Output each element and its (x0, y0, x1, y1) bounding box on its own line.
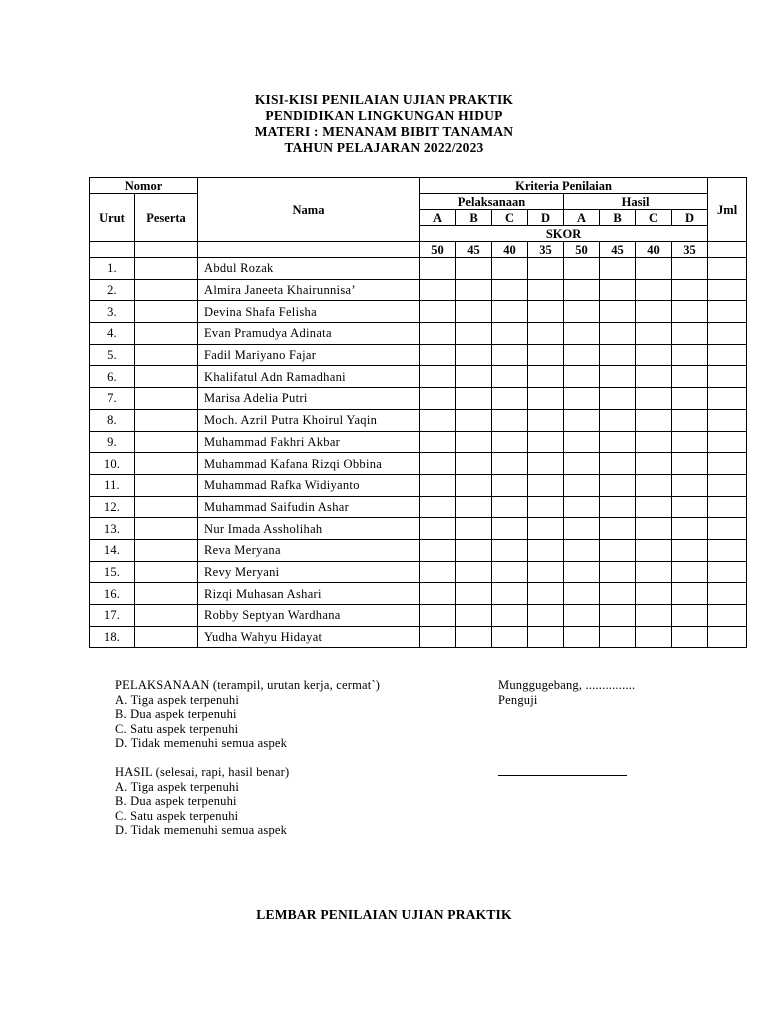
score-header: 45 (600, 242, 636, 258)
score-cell (492, 366, 528, 388)
score-cell (672, 388, 708, 410)
score-cell (456, 344, 492, 366)
score-cell (564, 279, 600, 301)
score-cell (528, 496, 564, 518)
next-page-title: LEMBAR PENILAIAN UJIAN PRAKTIK (256, 907, 512, 922)
legend-item: D. Tidak memenuhi semua aspek (115, 823, 288, 838)
score-cell (456, 583, 492, 605)
total-cell (708, 453, 747, 475)
total-cell (708, 539, 747, 561)
legend-item: B. Dua aspek terpenuhi (115, 707, 237, 722)
student-name: Reva Meryana (198, 539, 420, 561)
score-cell (528, 474, 564, 496)
legend-item: A. Tiga aspek terpenuhi (115, 692, 240, 707)
score-cell (636, 561, 672, 583)
score-cell (420, 344, 456, 366)
student-name: Rizqi Muhasan Ashari (198, 583, 420, 605)
row-number: 13. (90, 518, 135, 540)
score-cell (528, 279, 564, 301)
score-header: 40 (492, 242, 528, 258)
score-cell (492, 344, 528, 366)
hasil-legend-title: HASIL (selesai, rapi, hasil benar) (115, 764, 290, 779)
school-year-title: TAHUN PELAJARAN 2022/2023 (284, 140, 484, 155)
score-cell (564, 301, 600, 323)
row-number: 16. (90, 583, 135, 605)
score-cell (528, 431, 564, 453)
score-cell (492, 518, 528, 540)
score-cell (636, 301, 672, 323)
score-cell (528, 583, 564, 605)
grade-header: D (672, 210, 708, 226)
student-name: Muhammad Saifudin Ashar (198, 496, 420, 518)
row-number: 8. (90, 409, 135, 431)
score-cell (600, 583, 636, 605)
score-cell (672, 453, 708, 475)
peserta-cell (135, 388, 198, 410)
score-cell (672, 474, 708, 496)
table-row (90, 323, 747, 345)
score-cell (528, 258, 564, 280)
examiner-role: Penguji (498, 692, 538, 707)
score-cell (636, 323, 672, 345)
score-cell (672, 626, 708, 648)
table-row (90, 279, 747, 301)
score-cell (564, 626, 600, 648)
peserta-cell (135, 431, 198, 453)
score-cell (456, 388, 492, 410)
score-cell (492, 258, 528, 280)
score-cell (420, 453, 456, 475)
score-cell (600, 605, 636, 627)
score-cell (420, 431, 456, 453)
score-cell (492, 453, 528, 475)
score-cell (456, 258, 492, 280)
score-cell (420, 258, 456, 280)
table-row (90, 496, 747, 518)
peserta-cell (135, 258, 198, 280)
score-cell (636, 344, 672, 366)
student-name: Marisa Adelia Putri (198, 388, 420, 410)
score-cell (420, 539, 456, 561)
header-skor: SKOR (420, 226, 708, 242)
total-cell (708, 323, 747, 345)
student-name: Nur Imada Assholihah (198, 518, 420, 540)
total-cell (708, 474, 747, 496)
student-name: Fadil Mariyano Fajar (198, 344, 420, 366)
score-cell (600, 323, 636, 345)
score-cell (564, 258, 600, 280)
score-cell (492, 431, 528, 453)
row-number: 3. (90, 301, 135, 323)
score-header: 35 (528, 242, 564, 258)
header-peserta: Peserta (135, 194, 198, 242)
table-row (90, 626, 747, 648)
score-cell (420, 561, 456, 583)
score-cell (564, 539, 600, 561)
row-number: 12. (90, 496, 135, 518)
total-cell (708, 409, 747, 431)
peserta-cell (135, 496, 198, 518)
table-row (90, 344, 747, 366)
peserta-cell (135, 279, 198, 301)
score-cell (456, 539, 492, 561)
score-cell (564, 561, 600, 583)
header-nama: Nama (198, 178, 420, 242)
total-cell (708, 431, 747, 453)
total-cell (708, 626, 747, 648)
score-cell (672, 431, 708, 453)
total-cell (708, 561, 747, 583)
peserta-cell (135, 561, 198, 583)
table-row (90, 431, 747, 453)
peserta-cell (135, 301, 198, 323)
score-cell (600, 431, 636, 453)
score-cell (672, 258, 708, 280)
score-cell (456, 279, 492, 301)
score-cell (528, 453, 564, 475)
row-number: 4. (90, 323, 135, 345)
score-cell (420, 388, 456, 410)
grade-header: D (528, 210, 564, 226)
score-cell (528, 539, 564, 561)
score-cell (564, 409, 600, 431)
student-name: Almira Janeeta Khairunnisa’ (198, 279, 420, 301)
student-rows (90, 258, 747, 648)
table-row (90, 388, 747, 410)
score-cell (420, 474, 456, 496)
score-cell (492, 279, 528, 301)
header-pelaksanaan: Pelaksanaan (420, 194, 564, 210)
score-cell (420, 605, 456, 627)
score-cell (492, 474, 528, 496)
header-jml: Jml (708, 178, 747, 242)
grade-header: B (456, 210, 492, 226)
score-cell (456, 561, 492, 583)
score-cell (600, 344, 636, 366)
score-cell (564, 605, 600, 627)
peserta-cell (135, 409, 198, 431)
score-cell (600, 366, 636, 388)
score-cell (528, 323, 564, 345)
score-cell (492, 323, 528, 345)
student-name: Khalifatul Adn Ramadhani (198, 366, 420, 388)
score-cell (636, 605, 672, 627)
score-cell (456, 431, 492, 453)
score-cell (456, 301, 492, 323)
row-number: 5. (90, 344, 135, 366)
score-header: 50 (420, 242, 456, 258)
score-cell (564, 344, 600, 366)
score-cell (564, 583, 600, 605)
legend-item: C. Satu aspek terpenuhi (115, 808, 239, 823)
score-cell (600, 388, 636, 410)
score-cell (492, 605, 528, 627)
score-cell (636, 279, 672, 301)
pelaksanaan-legend-title: PELAKSANAAN (terampil, urutan kerja, cermat`) (115, 678, 381, 692)
row-number: 2. (90, 279, 135, 301)
score-cell (564, 518, 600, 540)
score-cell (420, 518, 456, 540)
score-cell (636, 518, 672, 540)
score-cell (636, 388, 672, 410)
score-header: 45 (456, 242, 492, 258)
score-cell (456, 366, 492, 388)
score-cell (600, 453, 636, 475)
score-cell (636, 366, 672, 388)
score-cell (564, 496, 600, 518)
table-row (90, 561, 747, 583)
scoring-legend (115, 678, 380, 838)
grade-header: C (492, 210, 528, 226)
score-cell (564, 453, 600, 475)
score-cell (672, 279, 708, 301)
score-cell (420, 301, 456, 323)
score-cell (636, 431, 672, 453)
score-cell (672, 344, 708, 366)
empty-cell (90, 242, 135, 258)
total-cell (708, 279, 747, 301)
student-name: Muhammad Rafka Widiyanto (198, 474, 420, 496)
score-cell (456, 453, 492, 475)
material-title: MATERI : MENANAM BIBIT TANAMAN (254, 124, 514, 139)
peserta-cell (135, 626, 198, 648)
peserta-cell (135, 474, 198, 496)
score-cell (564, 474, 600, 496)
score-header: 35 (672, 242, 708, 258)
score-cell (564, 323, 600, 345)
legend-item: A. Tiga aspek terpenuhi (115, 779, 240, 794)
legend-item: B. Dua aspek terpenuhi (115, 794, 237, 809)
peserta-cell (135, 366, 198, 388)
score-cell (420, 583, 456, 605)
score-cell (492, 539, 528, 561)
score-cell (456, 518, 492, 540)
peserta-cell (135, 583, 198, 605)
table-row (90, 301, 747, 323)
score-cell (492, 409, 528, 431)
peserta-cell (135, 323, 198, 345)
score-header: 50 (564, 242, 600, 258)
score-cell (636, 409, 672, 431)
student-name: Moch. Azril Putra Khoirul Yaqin (198, 409, 420, 431)
table-row (90, 605, 747, 627)
row-number: 11. (90, 474, 135, 496)
row-number: 15. (90, 561, 135, 583)
row-number: 17. (90, 605, 135, 627)
score-cell (636, 258, 672, 280)
table-row (90, 453, 747, 475)
score-cell (420, 279, 456, 301)
student-name: Muhammad Fakhri Akbar (198, 431, 420, 453)
student-name: Abdul Rozak (198, 258, 420, 280)
table-row (90, 366, 747, 388)
student-name: Revy Meryani (198, 561, 420, 583)
score-cell (600, 561, 636, 583)
signature-block (498, 678, 635, 707)
signature-line (498, 775, 627, 776)
score-cell (600, 626, 636, 648)
score-cell (456, 409, 492, 431)
score-cell (672, 561, 708, 583)
table-row (90, 409, 747, 431)
score-cell (456, 605, 492, 627)
score-cell (672, 518, 708, 540)
score-cell (492, 561, 528, 583)
peserta-cell (135, 453, 198, 475)
subject-title: PENDIDIKAN LINGKUNGAN HIDUP (265, 108, 503, 123)
place-date: Munggugebang, ............... (498, 678, 636, 692)
score-cell (420, 626, 456, 648)
score-cell (600, 539, 636, 561)
score-cell (492, 626, 528, 648)
score-cell (528, 344, 564, 366)
table-row (90, 474, 747, 496)
total-cell (708, 583, 747, 605)
header-kriteria: Kriteria Penilaian (420, 178, 708, 194)
score-cell (600, 474, 636, 496)
total-cell (708, 258, 747, 280)
score-cell (636, 496, 672, 518)
score-cell (420, 496, 456, 518)
header-nomor: Nomor (90, 178, 198, 194)
peserta-cell (135, 539, 198, 561)
score-cell (420, 366, 456, 388)
score-cell (456, 323, 492, 345)
score-cell (564, 388, 600, 410)
score-cell (528, 366, 564, 388)
peserta-cell (135, 344, 198, 366)
score-cell (528, 301, 564, 323)
score-cell (528, 409, 564, 431)
score-cell (636, 453, 672, 475)
total-cell (708, 301, 747, 323)
score-cell (456, 496, 492, 518)
table-row (90, 539, 747, 561)
empty-cell (135, 242, 198, 258)
score-cell (420, 409, 456, 431)
score-cell (672, 605, 708, 627)
grade-header: A (564, 210, 600, 226)
grade-header: C (636, 210, 672, 226)
legend-spacer (115, 751, 380, 765)
grade-header: B (600, 210, 636, 226)
score-cell (600, 409, 636, 431)
row-number: 14. (90, 539, 135, 561)
score-header: 40 (636, 242, 672, 258)
score-cell (636, 583, 672, 605)
score-cell (672, 323, 708, 345)
row-number: 6. (90, 366, 135, 388)
score-cell (600, 258, 636, 280)
score-cell (492, 301, 528, 323)
row-number: 10. (90, 453, 135, 475)
empty-cell (198, 242, 420, 258)
score-cell (528, 561, 564, 583)
score-cell (528, 518, 564, 540)
empty-cell (708, 242, 747, 258)
score-cell (600, 301, 636, 323)
score-cell (600, 496, 636, 518)
legend-item: C. Satu aspek terpenuhi (115, 721, 239, 736)
document-title: KISI-KISI PENILAIAN UJIAN PRAKTIK (254, 92, 514, 107)
score-cell (672, 301, 708, 323)
score-cell (672, 366, 708, 388)
row-number: 9. (90, 431, 135, 453)
score-cell (492, 388, 528, 410)
score-cell (600, 518, 636, 540)
table-row (90, 583, 747, 605)
score-cell (672, 583, 708, 605)
score-cell (456, 474, 492, 496)
total-cell (708, 605, 747, 627)
legend-item: D. Tidak memenuhi semua aspek (115, 736, 288, 751)
score-cell (672, 496, 708, 518)
score-cell (564, 366, 600, 388)
score-cell (636, 474, 672, 496)
total-cell (708, 496, 747, 518)
score-cell (420, 323, 456, 345)
header-hasil: Hasil (564, 194, 708, 210)
score-cell (528, 626, 564, 648)
score-cell (672, 409, 708, 431)
row-number: 18. (90, 626, 135, 648)
table-row (90, 518, 747, 540)
score-cell (492, 496, 528, 518)
student-name: Evan Pramudya Adinata (198, 323, 420, 345)
total-cell (708, 344, 747, 366)
score-cell (600, 279, 636, 301)
table-row (90, 258, 747, 280)
assessment-table (89, 177, 747, 648)
total-cell (708, 366, 747, 388)
grade-header: A (420, 210, 456, 226)
row-number: 1. (90, 258, 135, 280)
total-cell (708, 518, 747, 540)
student-name: Robby Septyan Wardhana (198, 605, 420, 627)
score-cell (528, 605, 564, 627)
peserta-cell (135, 605, 198, 627)
student-name: Devina Shafa Felisha (198, 301, 420, 323)
student-name: Yudha Wahyu Hidayat (198, 626, 420, 648)
score-cell (456, 626, 492, 648)
header-urut: Urut (90, 194, 135, 242)
peserta-cell (135, 518, 198, 540)
score-cell (528, 388, 564, 410)
total-cell (708, 388, 747, 410)
student-name: Muhammad Kafana Rizqi Obbina (198, 453, 420, 475)
score-cell (492, 583, 528, 605)
score-cell (672, 539, 708, 561)
score-cell (636, 626, 672, 648)
row-number: 7. (90, 388, 135, 410)
score-cell (636, 539, 672, 561)
score-cell (564, 431, 600, 453)
document-title-block (0, 92, 768, 156)
